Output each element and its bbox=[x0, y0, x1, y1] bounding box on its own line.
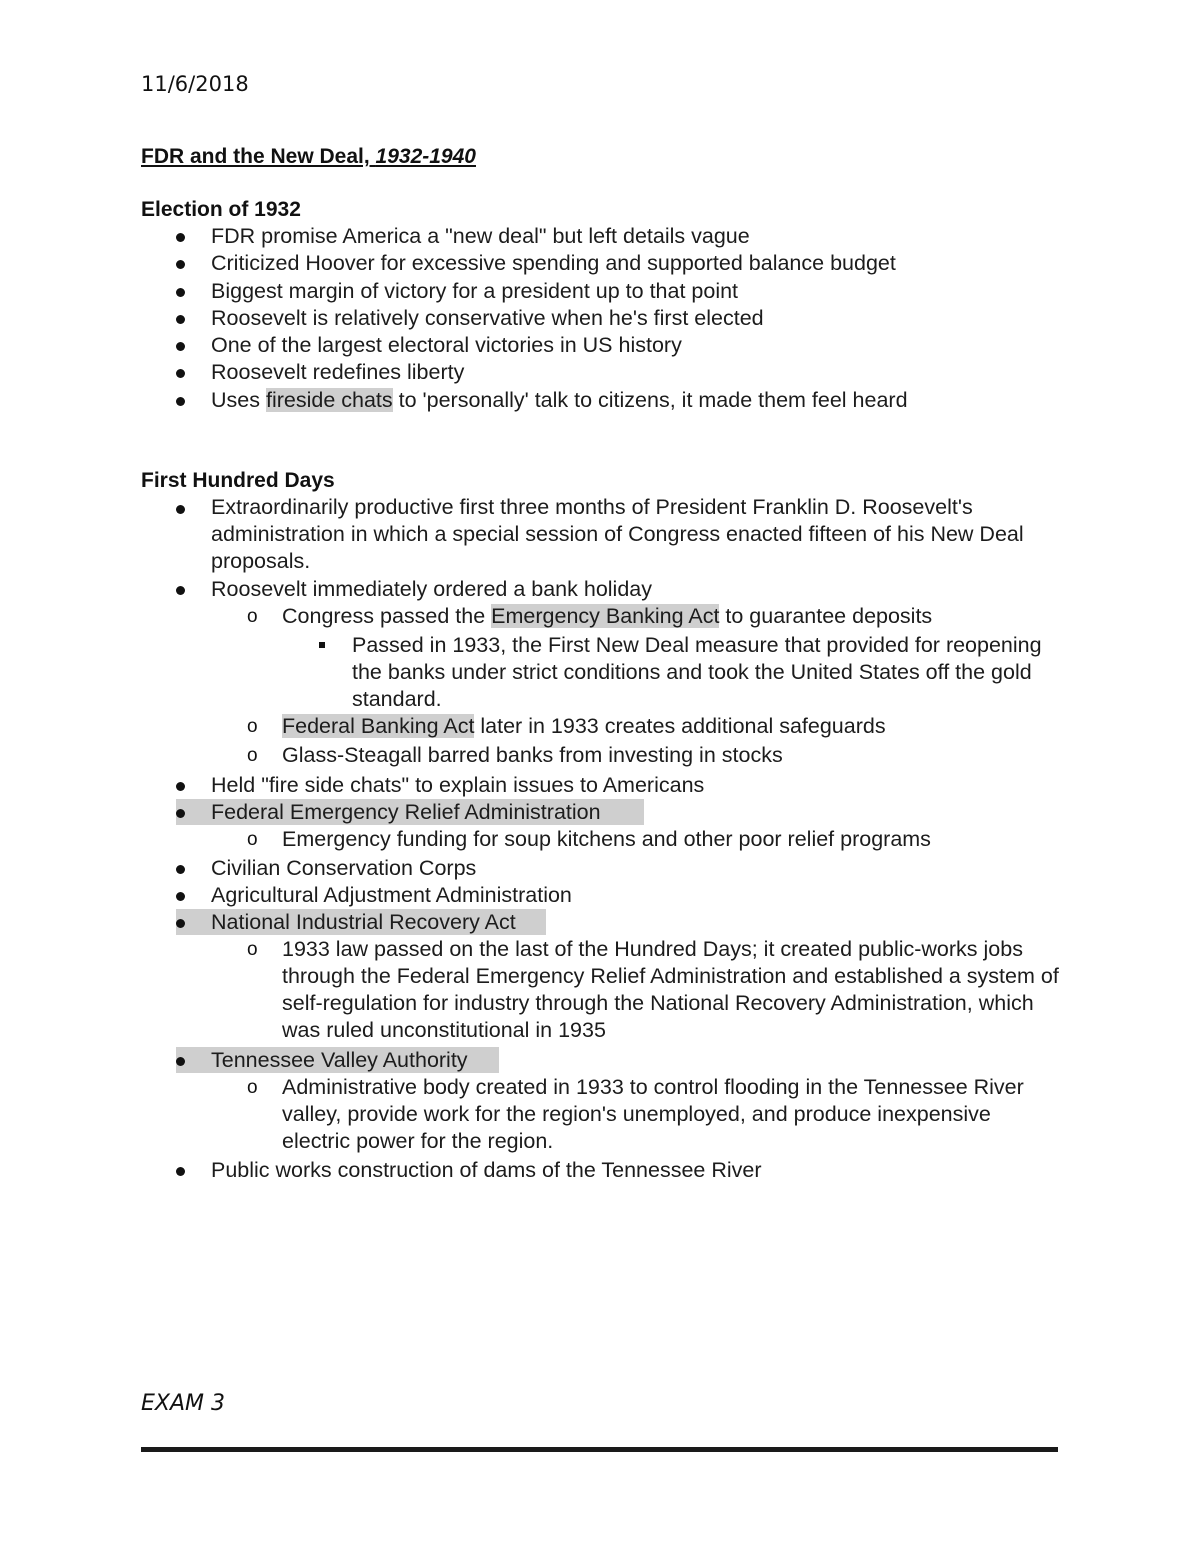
sub-list-item bbox=[282, 603, 932, 630]
list-item: Biggest margin of victory for a president up to that point bbox=[211, 279, 739, 303]
sub-list-item: Glass-Steagall barred banks from investing in stocks bbox=[282, 743, 783, 767]
list-item: Public works construction of dams of the Tennessee River bbox=[211, 1158, 762, 1182]
list-item: Roosevelt is relatively conservative when he's first elected bbox=[211, 306, 764, 330]
bullet-icon bbox=[176, 586, 185, 595]
highlighted-term: Emergency Banking Act bbox=[491, 604, 720, 628]
circle-bullet-icon: o bbox=[247, 829, 258, 850]
bullet-icon bbox=[176, 919, 185, 928]
list-item-fireside bbox=[211, 387, 908, 414]
fireside-before: Uses bbox=[211, 388, 266, 412]
bullet-icon bbox=[176, 865, 185, 874]
list-item: Roosevelt immediately ordered a bank holiday bbox=[211, 577, 652, 601]
emergency-banking-after: to guarantee deposits bbox=[719, 604, 933, 628]
federal-banking-after: later in 1933 creates additional safeguards bbox=[474, 714, 886, 738]
bullet-icon bbox=[176, 1167, 185, 1176]
footer-exam-label: EXAM 3 bbox=[141, 1391, 225, 1416]
footer-divider bbox=[141, 1447, 1058, 1452]
circle-bullet-icon: o bbox=[247, 606, 258, 627]
list-item: National Industrial Recovery Act bbox=[211, 910, 516, 934]
sub-list-item: Emergency funding for soup kitchens and other poor relief programs bbox=[282, 827, 931, 851]
list-item: Held "fire side chats" to explain issues to Americans bbox=[211, 773, 705, 797]
list-item: Agricultural Adjustment Administration bbox=[211, 883, 572, 907]
circle-bullet-icon: o bbox=[247, 745, 258, 766]
bullet-icon bbox=[176, 809, 185, 818]
title-years: 1932-1940 bbox=[375, 145, 476, 168]
emergency-banking-before: Congress passed the bbox=[282, 604, 492, 628]
highlighted-term: fireside chats bbox=[265, 388, 393, 412]
bullet-icon bbox=[176, 369, 185, 378]
list-item: Federal Emergency Relief Administration bbox=[211, 800, 601, 824]
section-heading-hundred-days: First Hundred Days bbox=[141, 469, 335, 492]
list-item: FDR promise America a "new deal" but left details vague bbox=[211, 224, 750, 248]
header-date: 11/6/2018 bbox=[141, 72, 249, 96]
section-heading-election: Election of 1932 bbox=[141, 198, 301, 221]
bullet-icon bbox=[176, 505, 185, 514]
bullet-icon bbox=[176, 892, 185, 901]
bullet-icon bbox=[176, 782, 185, 791]
bullet-icon bbox=[176, 260, 185, 269]
document-title bbox=[141, 145, 476, 169]
circle-bullet-icon: o bbox=[247, 939, 258, 960]
bullet-icon bbox=[176, 288, 185, 297]
bullet-icon bbox=[176, 342, 185, 351]
list-item: Criticized Hoover for excessive spending and supported balance budget bbox=[211, 251, 896, 275]
sub-list-item: 1933 law passed on the last of the Hundred Days; it created public-works jobs through the Federal Emergency Relief Administration and established a system of self-regulation for industry through the National Recovery Administration, which was ruled unconstitutional in 1935 bbox=[282, 937, 1059, 1042]
bullet-icon bbox=[176, 233, 185, 242]
list-item: Tennessee Valley Authority bbox=[211, 1048, 468, 1072]
list-item: Roosevelt redefines liberty bbox=[211, 360, 465, 384]
title-main: FDR and the New Deal, bbox=[141, 145, 376, 168]
list-item: Civilian Conservation Corps bbox=[211, 856, 477, 880]
fireside-after: to 'personally' talk to citizens, it made them feel heard bbox=[392, 388, 908, 412]
bullet-icon bbox=[176, 315, 185, 324]
bullet-icon bbox=[176, 1057, 185, 1066]
list-item: One of the largest electoral victories in US history bbox=[211, 333, 682, 357]
list-item: Extraordinarily productive first three months of President Franklin D. Roosevelt's administration in which a special session of Congress enacted fifteen of his New Deal proposals. bbox=[211, 495, 1024, 573]
highlighted-term: Federal Banking Act bbox=[282, 714, 475, 738]
bullet-icon bbox=[176, 397, 185, 406]
square-bullet-icon bbox=[319, 642, 325, 648]
sub-sub-list-item: Passed in 1933, the First New Deal measure that provided for reopening the banks under strict conditions and took the United States off the gold standard. bbox=[352, 633, 1042, 711]
sub-list-item: Administrative body created in 1933 to control flooding in the Tennessee River valley, provide work for the region's unemployed, and produce inexpensive electric power for the region. bbox=[282, 1075, 1024, 1153]
sub-list-item bbox=[282, 713, 886, 740]
circle-bullet-icon: o bbox=[247, 1077, 258, 1098]
circle-bullet-icon: o bbox=[247, 716, 258, 737]
